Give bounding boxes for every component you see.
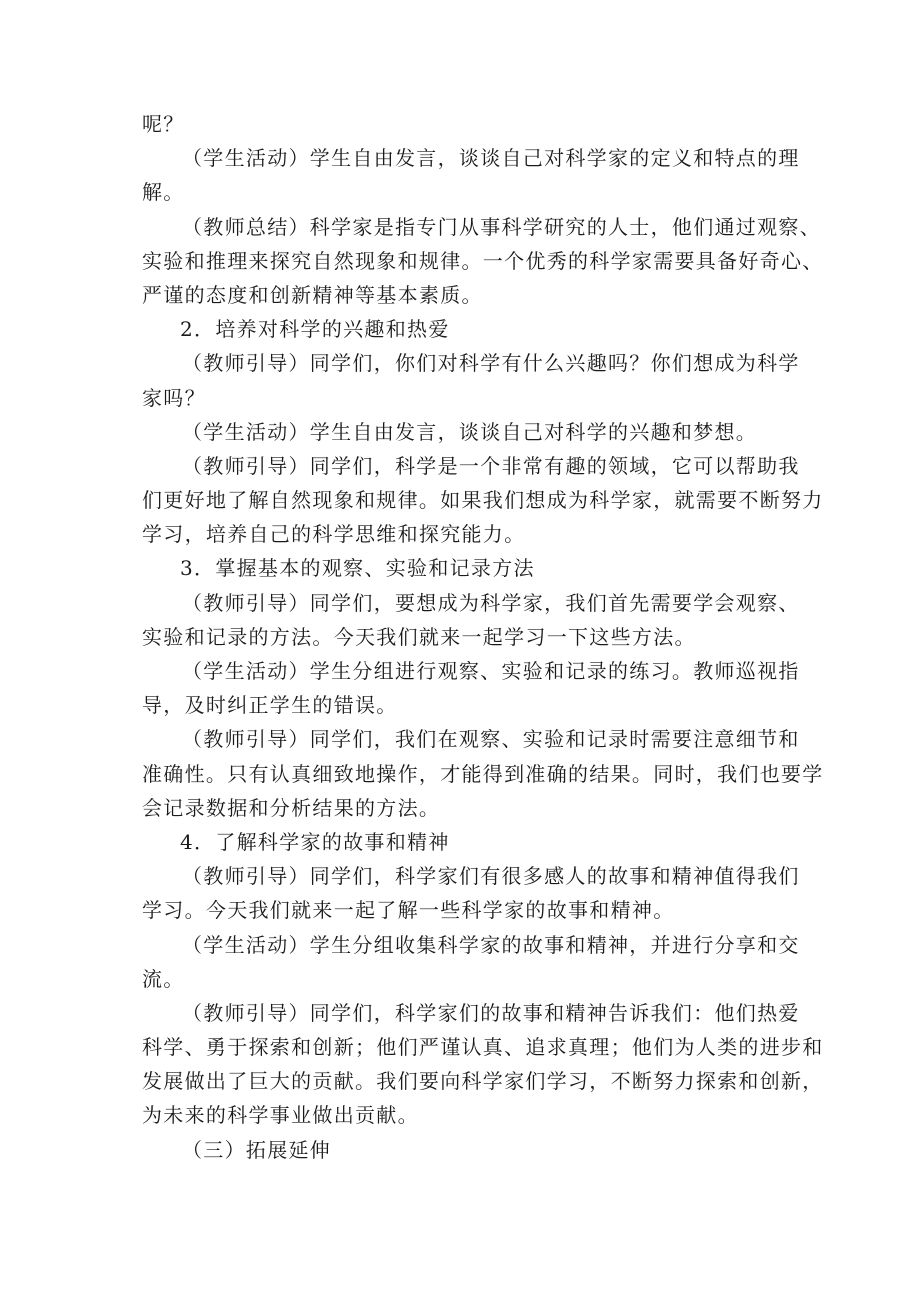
text-line: 严谨的态度和创新精神等基本素质。 [142, 282, 483, 307]
text-line: 解。 [142, 180, 185, 205]
text-line: （学生活动）学生自由发言，谈谈自己对科学家的定义和特点的理 [182, 146, 800, 171]
text-line: （教师引导）同学们，你们对科学有什么兴趣吗？你们想成为科学 [182, 351, 800, 376]
text-line: （学生活动）学生分组进行观察、实验和记录的练习。教师巡视指 [182, 659, 800, 683]
text-line: （教师引导）同学们，科学家们有很多感人的故事和精神值得我们 [182, 864, 800, 889]
text-line: （教师引导）同学们，科学是一个非常有趣的领域，它可以帮助我 [182, 453, 800, 478]
section-heading: 2．培养对科学的兴趣和热爱 [180, 317, 450, 342]
text-line: 流。 [142, 966, 185, 991]
text-line: 呢？ [142, 112, 185, 136]
text-line: 发展做出了巨大的贡献。我们要向科学家们学习，不断努力探索和创新， [142, 1069, 824, 1094]
section-heading: 3．掌握基本的观察、实验和记录方法 [180, 556, 535, 581]
text-line: （学生活动）学生分组收集科学家的故事和精神，并进行分享和交 [182, 932, 800, 957]
text-line: 科学、勇于探索和创新；他们严谨认真、追求真理；他们为人类的进步和 [142, 1035, 824, 1060]
text-line: 准确性。只有认真细致地操作，才能得到准确的结果。同时，我们也要学 [142, 761, 824, 786]
section-heading: 4．了解科学家的故事和精神 [180, 829, 450, 854]
text-line: 们更好地了解自然现象和规律。如果我们想成为科学家，就需要不断努力 [142, 488, 824, 513]
text-line: （学生活动）学生自由发言，谈谈自己对科学的兴趣和梦想。 [182, 419, 758, 444]
text-line: 学习。今天我们就来一起了解一些科学家的故事和精神。 [142, 898, 675, 923]
document-body [142, 107, 824, 1167]
text-line: （三）拓展延伸 [182, 1137, 332, 1162]
text-line: 学习，培养自己的科学思维和探究能力。 [142, 522, 526, 547]
text-line: 会记录数据和分析结果的方法。 [142, 795, 441, 820]
text-line: 导，及时纠正学生的错误。 [142, 693, 398, 718]
text-line: （教师总结）科学家是指专门从事科学研究的人士，他们通过观察、 [182, 214, 821, 239]
text-line: 实验和记录的方法。今天我们就来一起学习一下这些方法。 [142, 624, 696, 649]
text-line: （教师引导）同学们，科学家们的故事和精神告诉我们：他们热爱 [182, 1000, 800, 1025]
text-line: （教师引导）同学们，我们在观察、实验和记录时需要注意细节和 [182, 727, 800, 752]
text-line: 家吗？ [142, 385, 206, 410]
text-line: 实验和推理来探究自然现象和规律。一个优秀的科学家需要具备好奇心、 [142, 248, 824, 273]
text-line: （教师引导）同学们，要想成为科学家，我们首先需要学会观察、 [182, 590, 800, 615]
text-line: 为未来的科学事业做出贡献。 [142, 1103, 419, 1128]
